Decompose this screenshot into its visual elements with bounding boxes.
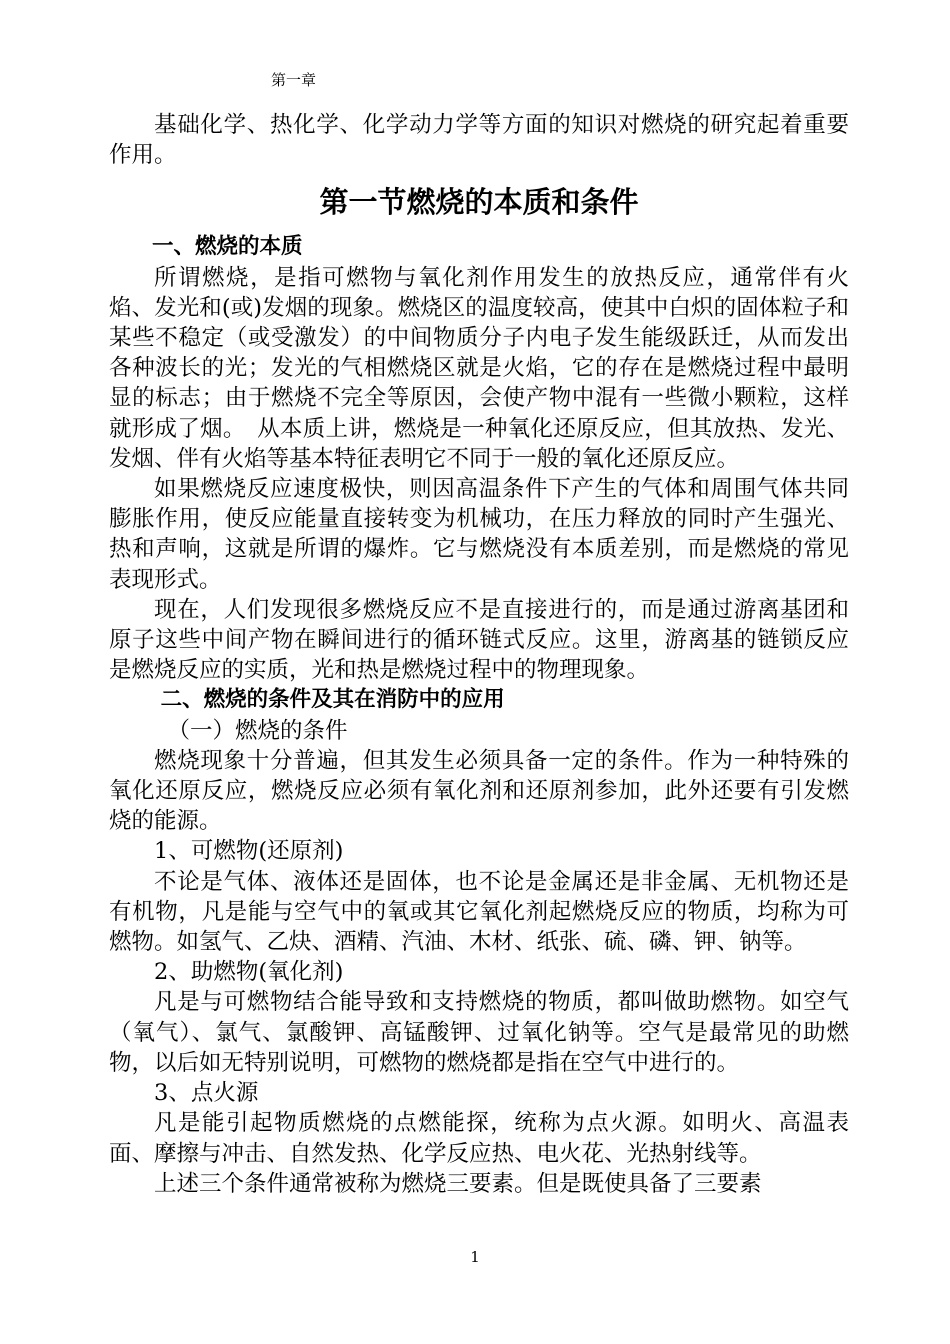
item1-text: 不论是气体、液体还是固体，也不论是金属还是非金属、无机物还是有机物，凡是能与空气中的氧或其它氧化剂起燃烧反应的物质，均称为可燃物。如氢气、乙炔、酒精、汽油、木材、纸张、硫、磷、钾、钠等。 xyxy=(109,868,849,956)
item2-text: 凡是与可燃物结合能导致和支持燃烧的物质，都叫做助燃物。如空气（氧气）、氯气、氯酸钾、高锰酸钾、过氧化钠等。空气是最常见的助燃物，以后如无特别说明，可燃物的燃烧都是指在空气中进行的。 xyxy=(109,989,849,1076)
part2-paragraph-1: 燃烧现象十分普遍，但其发生必须具备一定的条件。作为一种特殊的氧化还原反应，燃烧反应必须有氧化剂和还原剂参加，此外还要有引发燃烧的能源。 xyxy=(109,747,849,835)
body-text xyxy=(109,110,849,1199)
part1-heading: 一、燃烧的本质 xyxy=(152,234,303,260)
closing-paragraph: 上述三个条件通常被称为燃烧三要素。但是既使具备了三要素 xyxy=(154,1170,762,1197)
section-title: 第一节燃烧的本质和条件 xyxy=(319,185,639,220)
intro-paragraph: 基础化学、热化学、化学动力学等方面的知识对燃烧的研究起着重要作用。 xyxy=(109,112,849,169)
item3-text: 凡是能引起物质燃烧的点燃能探，统称为点火源。如明火、高温表面、摩擦与冲击、自然发热、化学反应热、电火花、光热射线等。 xyxy=(109,1110,849,1167)
part2-sub-heading: （一）燃烧的条件 xyxy=(167,717,348,744)
part1-paragraph-3: 现在，人们发现很多燃烧反应不是直接进行的，而是通过游离基团和原子这些中间产物在瞬间进行的循环链式反应。这里，游离基的链锁反应是燃烧反应的实质，光和热是燃烧过程中的物理现象。 xyxy=(109,596,849,684)
item1-heading: 1、可燃物(还原剂) xyxy=(154,838,344,865)
part2-heading: 二、燃烧的条件及其在消防中的应用 xyxy=(160,687,505,713)
part1-paragraph-2: 如果燃烧反应速度极快，则因高温条件下产生的气体和周围气体共同膨胀作用，使反应能量直接转变为机械功，在压力释放的同时产生强光、热和声响，这就是所谓的爆炸。它与燃烧没有本质差别，而是燃烧的常见表现形式。 xyxy=(109,476,849,593)
part1-paragraph-1: 所谓燃烧，是指可燃物与氧化剂作用发生的放热反应，通常伴有火焰、发光和(或)发烟的现象。燃烧区的温度较高，使其中白炽的固体粒子和某些不稳定（或受激发）的中间物质分子内电子发生能级跃迁，从而发出各种波长的光；发光的气相燃烧区就是火焰，它的存在是燃烧过程中最明显的标志；由于燃烧不完全等原因，会使产物中混有一些微小颗粒，这样就形成了烟。 从本质上讲，燃烧是一种氧化还原反应，但其放热、发光、发烟、伴有火焰等基本特征表明它不同于一般的氧化还原反应。 xyxy=(109,264,849,472)
item2-heading: 2、助燃物(氧化剂) xyxy=(154,959,344,986)
item3-heading: 3、点火源 xyxy=(154,1080,259,1107)
page-number: 1 xyxy=(470,1248,480,1266)
running-header: 第一章 xyxy=(271,71,317,89)
